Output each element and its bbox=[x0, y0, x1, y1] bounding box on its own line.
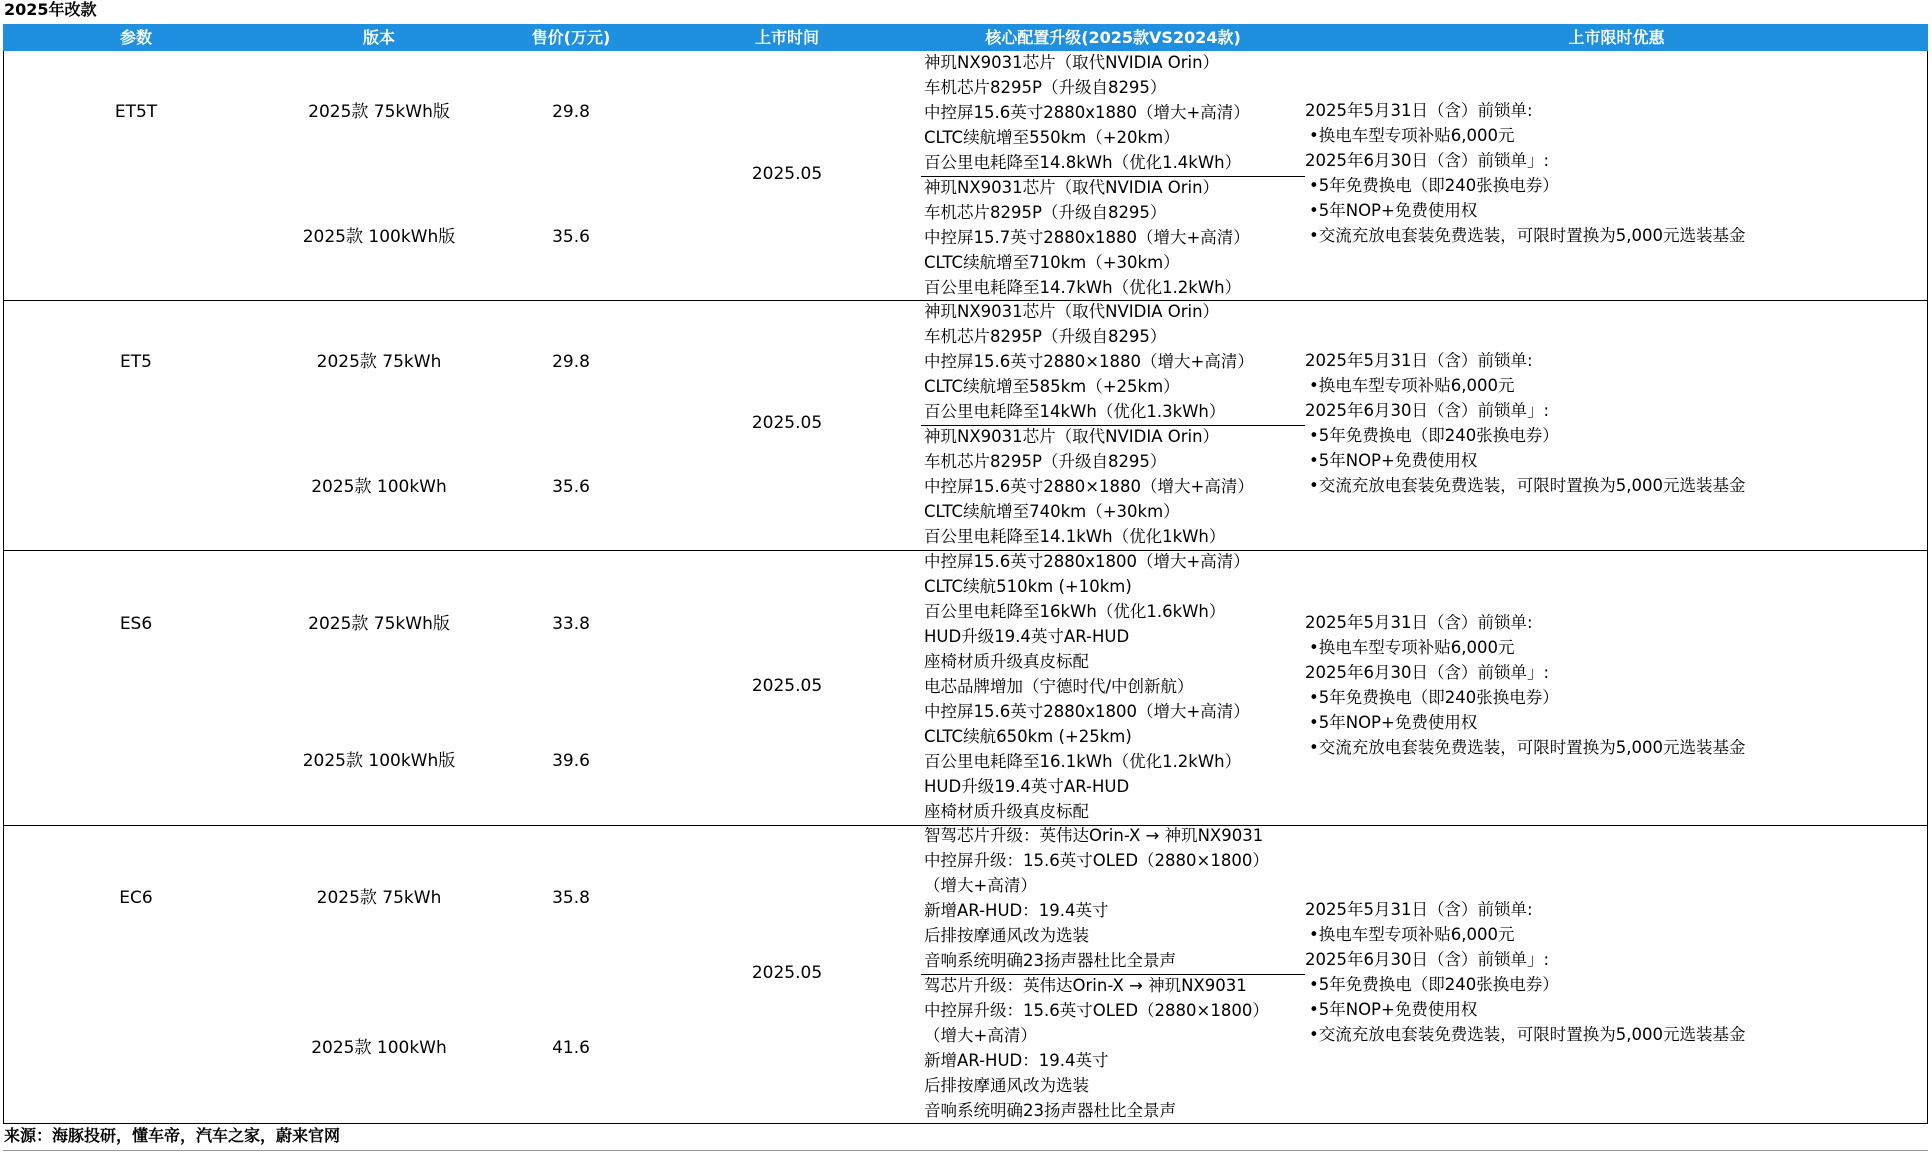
page-title: 2025年改款 bbox=[4, 0, 97, 19]
price: 41.6 bbox=[552, 1038, 590, 1058]
feature-divider bbox=[921, 176, 1305, 177]
feature-item: 百公里电耗降至14.7kWh（优化1.2kWh） bbox=[924, 278, 1242, 297]
promo-list bbox=[1305, 348, 1745, 498]
model-name: ES6 bbox=[119, 614, 153, 634]
price: 35.6 bbox=[552, 477, 590, 497]
feature-list bbox=[924, 50, 1250, 300]
promo-item: •交流充放电套装免费选装，可限时置换为5,000元选装基金 bbox=[1309, 476, 1746, 495]
feature-item: 神玑NX9031芯片（取代NVIDIA Orin） bbox=[924, 53, 1220, 72]
model-name: ET5T bbox=[114, 102, 158, 122]
model-name: ET5 bbox=[120, 352, 152, 372]
feature-item: 驾芯片升级：英伟达Orin-X → 神玑NX9031 bbox=[924, 976, 1247, 995]
promo-list bbox=[1305, 897, 1745, 1047]
version-name: 2025款 100kWh版 bbox=[302, 227, 456, 247]
model-name: EC6 bbox=[119, 888, 153, 908]
feature-item: CLTC续航增至585km（+25km） bbox=[924, 377, 1180, 396]
header-version: 版本 bbox=[362, 28, 395, 47]
feature-divider bbox=[921, 425, 1305, 426]
feature-item: 音响系统明确23扬声器杜比全景声 bbox=[924, 1101, 1176, 1120]
feature-list bbox=[924, 549, 1250, 824]
feature-item: 百公里电耗降至14.8kWh（优化1.4kWh） bbox=[924, 153, 1242, 172]
feature-item: 车机芯片8295P（升级自8295） bbox=[924, 78, 1167, 97]
feature-item: CLTC续航510km (+10km) bbox=[924, 577, 1132, 596]
launch-date: 2025.05 bbox=[751, 676, 823, 696]
table-header bbox=[3, 24, 1928, 51]
feature-item: CLTC续航650km (+25km) bbox=[924, 727, 1132, 746]
header-launch: 上市时间 bbox=[754, 28, 819, 47]
promo-item: 2025年6月30日（含）前锁单」: bbox=[1305, 663, 1550, 682]
promo-item: •换电车型专项补贴6,000元 bbox=[1309, 126, 1515, 145]
feature-item: 中控屏15.6英寸2880x1800（增大+高清） bbox=[924, 702, 1250, 721]
promo-item: •5年NOP+免费使用权 bbox=[1309, 713, 1478, 732]
price: 33.8 bbox=[552, 614, 590, 634]
promo-item: •5年免费换电（即240张换电券） bbox=[1309, 688, 1559, 707]
launch-date: 2025.05 bbox=[751, 963, 823, 983]
price: 35.8 bbox=[552, 888, 590, 908]
price: 39.6 bbox=[552, 751, 590, 771]
promo-item: 2025年6月30日（含）前锁单」: bbox=[1305, 950, 1550, 969]
feature-list bbox=[924, 823, 1269, 1123]
feature-item: 百公里电耗降至14.1kWh（优化1kWh） bbox=[924, 527, 1226, 546]
feature-item: 后排按摩通风改为选装 bbox=[924, 926, 1089, 945]
version-name: 2025款 75kWh版 bbox=[308, 102, 450, 122]
launch-date: 2025.05 bbox=[751, 413, 823, 433]
header-promo: 上市限时优惠 bbox=[1568, 28, 1665, 47]
header-price: 售价(万元) bbox=[531, 28, 611, 47]
feature-item: 中控屏15.6英寸2880×1880（增大+高清） bbox=[924, 477, 1254, 496]
promo-list bbox=[1305, 610, 1745, 760]
promo-item: •5年免费换电（即240张换电券） bbox=[1309, 176, 1559, 195]
feature-item: CLTC续航增至710km（+30km） bbox=[924, 253, 1180, 272]
feature-item: 车机芯片8295P（升级自8295） bbox=[924, 452, 1167, 471]
price: 35.6 bbox=[552, 227, 590, 247]
promo-item: •5年NOP+免费使用权 bbox=[1309, 1000, 1478, 1019]
promo-item: 2025年5月31日（含）前锁单: bbox=[1305, 351, 1533, 370]
promo-item: •5年NOP+免费使用权 bbox=[1309, 451, 1478, 470]
feature-item: HUD升级19.4英寸AR-HUD bbox=[924, 777, 1130, 796]
feature-item: 智驾芯片升级：英伟达Orin-X → 神玑NX9031 bbox=[924, 826, 1264, 845]
promo-item: •5年免费换电（即240张换电券） bbox=[1309, 975, 1559, 994]
version-name: 2025款 100kWh版 bbox=[302, 751, 456, 771]
feature-item: 神玑NX9031芯片（取代NVIDIA Orin） bbox=[924, 302, 1220, 321]
feature-item: 中控屏15.7英寸2880x1880（增大+高清） bbox=[924, 228, 1250, 247]
feature-item: 百公里电耗降至14kWh（优化1.3kWh） bbox=[924, 402, 1226, 421]
promo-item: 2025年5月31日（含）前锁单: bbox=[1305, 101, 1533, 120]
promo-item: •交流充放电套装免费选装，可限时置换为5,000元选装基金 bbox=[1309, 1025, 1746, 1044]
promo-item: 2025年5月31日（含）前锁单: bbox=[1305, 613, 1533, 632]
version-name: 2025款 100kWh bbox=[311, 1038, 447, 1058]
promo-item: 2025年6月30日（含）前锁单」: bbox=[1305, 401, 1550, 420]
feature-item: 中控屏升级：15.6英寸OLED（2880×1800） bbox=[924, 851, 1269, 870]
feature-divider bbox=[921, 974, 1305, 975]
feature-item: 后排按摩通风改为选装 bbox=[924, 1076, 1089, 1095]
promo-item: •交流充放电套装免费选装，可限时置换为5,000元选装基金 bbox=[1309, 738, 1746, 757]
feature-item: （增大+高清） bbox=[924, 1026, 1037, 1045]
feature-item: 中控屏15.6英寸2880x1880（增大+高清） bbox=[924, 103, 1250, 122]
header-features: 核心配置升级(2025款VS2024款) bbox=[985, 28, 1241, 47]
price: 29.8 bbox=[552, 102, 590, 122]
feature-item: 音响系统明确23扬声器杜比全景声 bbox=[924, 951, 1176, 970]
feature-item: 中控屏15.6英寸2880x1800（增大+高清） bbox=[924, 552, 1250, 571]
feature-item: CLTC续航增至740km（+30km） bbox=[924, 502, 1180, 521]
feature-item: （增大+高清） bbox=[924, 876, 1037, 895]
feature-item: 座椅材质升级真皮标配 bbox=[924, 652, 1089, 671]
version-name: 2025款 75kWh版 bbox=[308, 614, 450, 634]
promo-item: •换电车型专项补贴6,000元 bbox=[1309, 376, 1515, 395]
promo-list bbox=[1305, 98, 1745, 248]
feature-item: 电芯品牌增加（宁德时代/中创新航） bbox=[924, 677, 1194, 696]
promo-item: 2025年6月30日（含）前锁单」: bbox=[1305, 151, 1550, 170]
version-name: 2025款 75kWh bbox=[316, 352, 442, 372]
feature-item: 新增AR-HUD：19.4英寸 bbox=[924, 1051, 1109, 1070]
version-name: 2025款 75kWh bbox=[316, 888, 442, 908]
feature-item: CLTC续航增至550km（+20km） bbox=[924, 128, 1180, 147]
feature-item: 百公里电耗降至16.1kWh（优化1.2kWh） bbox=[924, 752, 1242, 771]
source-note: 来源：海豚投研，懂车帝，汽车之家，蔚来官网 bbox=[4, 1126, 341, 1145]
promo-item: •5年NOP+免费使用权 bbox=[1309, 201, 1478, 220]
feature-list bbox=[924, 299, 1254, 549]
version-name: 2025款 100kWh bbox=[311, 477, 447, 497]
promo-item: •换电车型专项补贴6,000元 bbox=[1309, 638, 1515, 657]
footer-divider bbox=[3, 1150, 1928, 1151]
price: 29.8 bbox=[552, 352, 590, 372]
feature-item: 中控屏15.6英寸2880×1880（增大+高清） bbox=[924, 352, 1254, 371]
feature-item: 座椅材质升级真皮标配 bbox=[924, 802, 1089, 821]
promo-item: •换电车型专项补贴6,000元 bbox=[1309, 925, 1515, 944]
promo-item: 2025年5月31日（含）前锁单: bbox=[1305, 900, 1533, 919]
header-param: 参数 bbox=[119, 28, 152, 47]
feature-item: 中控屏升级：15.6英寸OLED（2880×1800） bbox=[924, 1001, 1269, 1020]
launch-date: 2025.05 bbox=[751, 164, 823, 184]
feature-item: 神玑NX9031芯片（取代NVIDIA Orin） bbox=[924, 427, 1220, 446]
feature-item: 神玑NX9031芯片（取代NVIDIA Orin） bbox=[924, 178, 1220, 197]
feature-item: 新增AR-HUD：19.4英寸 bbox=[924, 901, 1109, 920]
promo-item: •5年免费换电（即240张换电券） bbox=[1309, 426, 1559, 445]
feature-item: HUD升级19.4英寸AR-HUD bbox=[924, 627, 1130, 646]
promo-item: •交流充放电套装免费选装，可限时置换为5,000元选装基金 bbox=[1309, 226, 1746, 245]
feature-item: 车机芯片8295P（升级自8295） bbox=[924, 327, 1167, 346]
feature-item: 百公里电耗降至16kWh（优化1.6kWh） bbox=[924, 602, 1226, 621]
feature-item: 车机芯片8295P（升级自8295） bbox=[924, 203, 1167, 222]
